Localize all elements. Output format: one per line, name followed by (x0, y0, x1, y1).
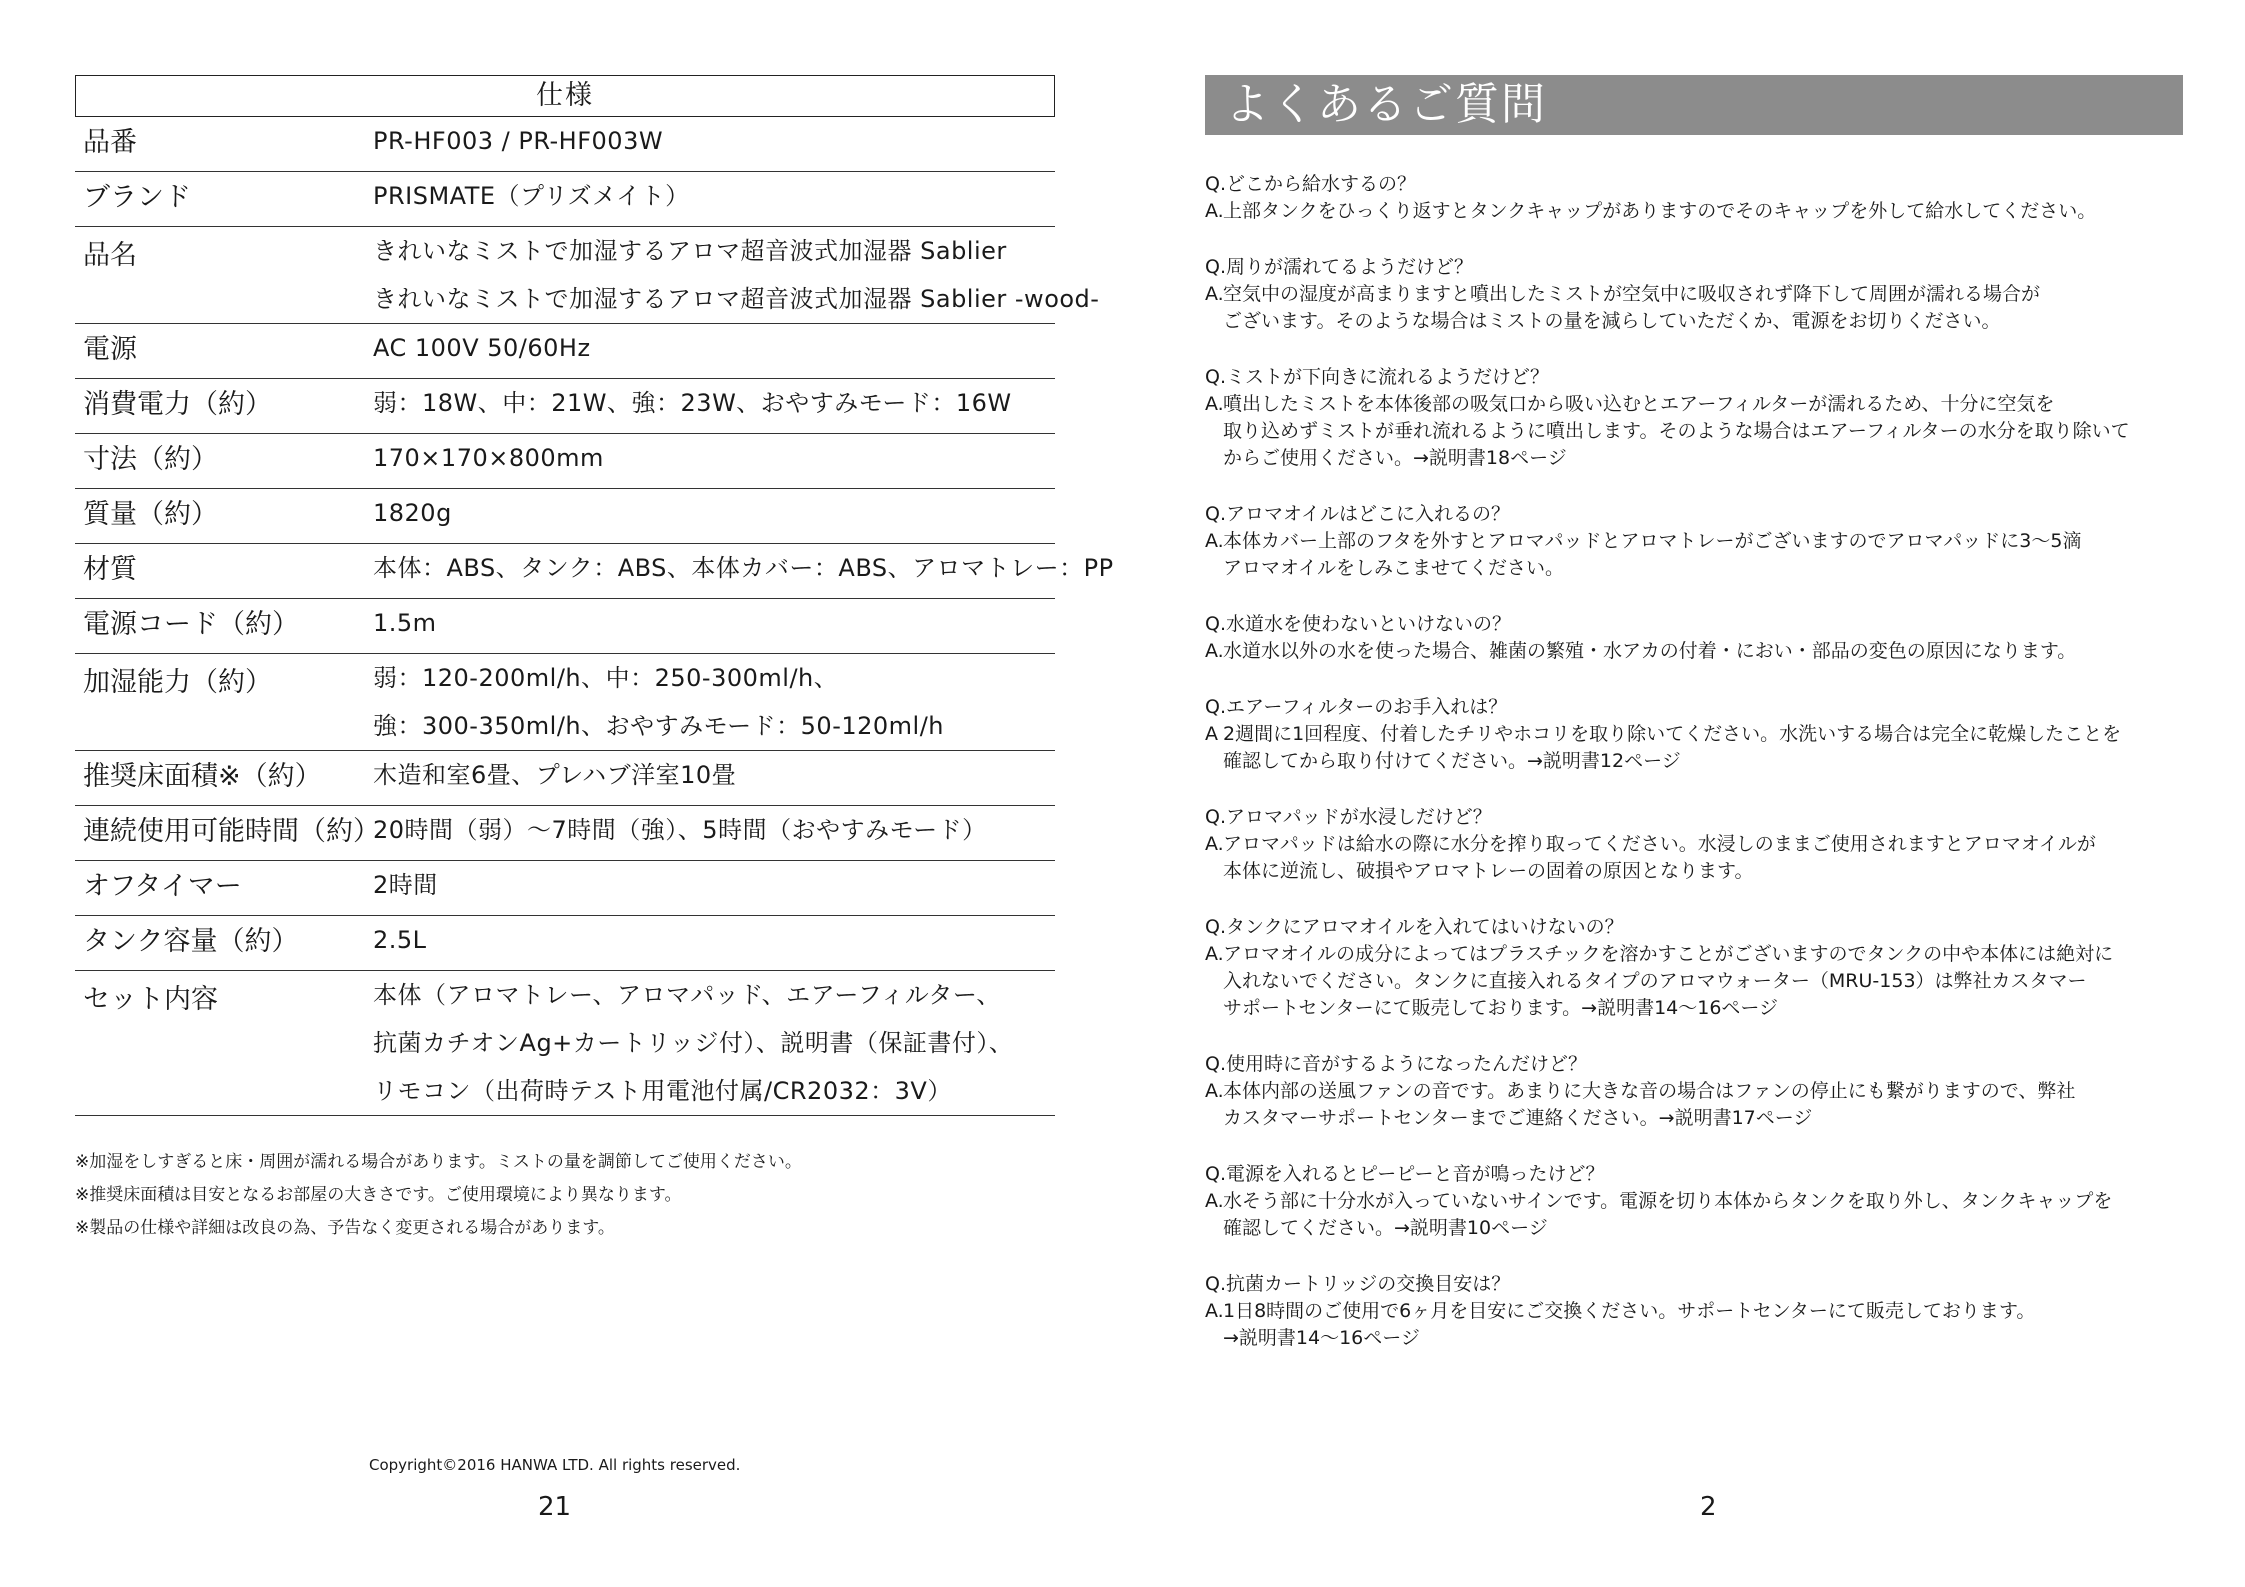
faq-answer-line: 2週間に1回程度、付着したチリやホコリを取り除いてください。水洗いする場合は完全に乾燥したことを (1223, 723, 2122, 745)
faq-answer (1205, 941, 2183, 1022)
faq-question: Q.アロマオイルはどこに入れるの？ (1205, 503, 1511, 525)
spec-values (373, 916, 1055, 970)
faq-answer-body (1223, 528, 2183, 582)
spec-row (75, 751, 1055, 806)
faq-title: よくあるご質問 (1205, 75, 2183, 135)
faq-question: Q.タンクにアロマオイルを入れてはいけないの？ (1205, 916, 1624, 938)
copyright: Copyright©2016 HANWA LTD. All rights reserved. (369, 1456, 741, 1474)
faq-answer (1205, 198, 2183, 225)
spec-label: 推奨床面積※（約） (83, 761, 322, 792)
spec-notes (75, 1146, 1055, 1245)
faq-answer-prefix: A. (1205, 943, 1224, 965)
faq-answer-line: 1日8時間のご使用で6ヶ月を目安にご交換ください。サポートセンターにて販売しております。 (1223, 1300, 2036, 1322)
faq-answer (1205, 1188, 2183, 1242)
faq-answer-line: 確認してから取り付けてください。→説明書12ページ (1223, 750, 1681, 772)
faq-answer (1205, 391, 2183, 472)
spec-row (75, 599, 1055, 654)
faq-answer-body (1223, 1188, 2183, 1242)
faq-question: Q.ミストが下向きに流れるようだけど？ (1205, 366, 1549, 388)
faq-answer-line: カスタマーサポートセンターまでご連絡ください。→説明書17ページ (1223, 1107, 1813, 1129)
faq-answer-prefix: A. (1205, 283, 1224, 305)
faq-question: Q.どこから給水するの？ (1205, 173, 1416, 195)
spec-value: 1820g (373, 499, 452, 527)
spec-note: ※加湿をしすぎると床・周囲が濡れる場合があります。ミストの量を調節してご使用ください。 (75, 1152, 802, 1172)
spec-label: 消費電力（約） (83, 389, 272, 420)
faq-item (1205, 611, 2183, 665)
spec-label: 材質 (83, 554, 137, 585)
spec-value: 1.5m (373, 609, 437, 637)
spec-value: 本体（アロマトレー、アロマパッド、エアーフィルター、 (373, 981, 1001, 1009)
spec-label: 加湿能力（約） (83, 667, 272, 698)
spec-label: 連続使用可能時間（約） (83, 816, 380, 847)
spec-row (75, 489, 1055, 544)
faq-answer-line: 水そう部に十分水が入っていないサインです。電源を切り本体からタンクを取り外し、タンクキャップを (1223, 1190, 2113, 1212)
spec-row (75, 324, 1055, 379)
faq-answer-body (1223, 721, 2183, 775)
faq-answer-body (1223, 941, 2183, 1022)
faq-answer-body (1223, 281, 2183, 335)
faq-page (1205, 75, 2183, 1381)
spec-row (75, 916, 1055, 971)
faq-question: Q.周りが濡れてるようだけど？ (1205, 256, 1473, 278)
spec-value: 強：300-350ml/h、おやすみモード：50-120ml/h (373, 712, 945, 740)
spec-row (75, 654, 1055, 751)
faq-answer-line: 水道水以外の水を使った場合、雑菌の繁殖・水アカの付着・におい・部品の変色の原因になります。 (1223, 640, 2077, 662)
faq-answer (1205, 281, 2183, 335)
faq-item (1205, 1161, 2183, 1242)
faq-answer-line: ございます。そのような場合はミストの量を減らしていただくか、電源をお切りください。 (1223, 310, 2001, 332)
spec-label: 寸法（約） (83, 444, 218, 475)
spec-value: 弱：120-200ml/h、中：250-300ml/h、 (373, 664, 839, 692)
faq-item (1205, 1271, 2183, 1352)
faq-answer-prefix: A. (1205, 1080, 1224, 1102)
spec-row (75, 971, 1055, 1116)
faq-answer-line: アロマパッドは給水の際に水分を搾り取ってください。水浸しのままご使用されますとアロマオイルが (1223, 833, 2096, 855)
spec-label: ブランド (83, 182, 191, 213)
faq-answer (1205, 638, 2183, 665)
faq-answer-prefix: A. (1205, 200, 1224, 222)
faq-answer-line: →説明書14～16ページ (1223, 1327, 1420, 1349)
faq-answer (1205, 528, 2183, 582)
faq-answer-line: アロマオイルをしみこませてください。 (1223, 557, 1565, 579)
faq-answer-line: アロマオイルの成分によってはプラスチックを溶かすことがございますのでタンクの中や本体には絶対に (1223, 943, 2114, 965)
spec-values (373, 544, 1114, 598)
faq-answer-prefix: A. (1205, 1300, 1224, 1322)
faq-answer-line: サポートセンターにて販売しております。→説明書14～16ページ (1223, 997, 1779, 1019)
spec-value: 木造和室6畳、プレハブ洋室10畳 (373, 761, 737, 789)
faq-answer-body (1223, 638, 2183, 665)
spec-value: PRISMATE（プリズメイト） (373, 182, 690, 210)
spec-value: 本体：ABS、タンク：ABS、本体カバー：ABS、アロマトレー：PP (373, 554, 1114, 582)
spec-values (373, 806, 1055, 860)
spec-values (373, 379, 1055, 433)
spec-row (75, 434, 1055, 489)
faq-answer-line: 上部タンクをひっくり返すとタンクキャップがありますのでそのキャップを外して給水してください。 (1223, 200, 2097, 222)
faq-question: Q.電源を入れるとピーピーと音が鳴ったけど？ (1205, 1163, 1605, 1185)
faq-question: Q.使用時に音がするようになったんだけど？ (1205, 1053, 1587, 1075)
spec-values (373, 434, 1055, 488)
faq-item (1205, 694, 2183, 775)
spec-note: ※製品の仕様や詳細は改良の為、予告なく変更される場合があります。 (75, 1218, 615, 1238)
spec-row (75, 227, 1100, 324)
spec-label: 電源コード（約） (83, 609, 299, 640)
faq-list (1205, 171, 2183, 1352)
faq-answer-prefix: A (1205, 723, 1218, 745)
faq-answer-body (1223, 198, 2183, 225)
page-number-right: 2 (1700, 1492, 1717, 1522)
faq-question: Q.水道水を使わないといけないの？ (1205, 613, 1511, 635)
spec-values (373, 172, 1055, 226)
faq-answer-prefix: A. (1205, 640, 1224, 662)
faq-answer-prefix: A. (1205, 1190, 1224, 1212)
spec-row (75, 117, 1055, 172)
spec-value: きれいなミストで加湿するアロマ超音波式加湿器 Sablier -wood- (373, 285, 1100, 313)
spec-note: ※推奨床面積は目安となるお部屋の大きさです。ご使用環境により異なります。 (75, 1185, 682, 1205)
spec-value: PR-HF003 / PR-HF003W (373, 127, 664, 155)
spec-value: 170×170×800mm (373, 444, 604, 472)
spec-values (373, 751, 1055, 805)
faq-answer-body (1223, 1298, 2183, 1352)
spec-values (373, 489, 1055, 543)
faq-item (1205, 501, 2183, 582)
faq-question: Q.エアーフィルターのお手入れは？ (1205, 696, 1508, 718)
spec-row (75, 861, 1055, 916)
faq-answer-prefix: A. (1205, 393, 1224, 415)
spec-label: セット内容 (83, 984, 218, 1015)
spec-label: 電源 (83, 334, 137, 365)
spec-value: 2時間 (373, 871, 438, 899)
faq-item (1205, 1051, 2183, 1132)
spec-table (75, 117, 1114, 1116)
spec-label: タンク容量（約） (83, 926, 299, 957)
faq-item (1205, 171, 2183, 225)
faq-item (1205, 914, 2183, 1022)
spec-value: AC 100V 50/60Hz (373, 334, 591, 362)
spec-value: 弱：18W、中：21W、強：23W、おやすみモード：16W (373, 389, 1012, 417)
spec-row (75, 379, 1055, 434)
faq-answer-line: 空気中の湿度が高まりますと噴出したミストが空気中に吸収されず降下して周囲が濡れる場合が (1223, 283, 2041, 305)
faq-question: Q.アロマパッドが水浸しだけど？ (1205, 806, 1492, 828)
faq-answer (1205, 1078, 2183, 1132)
spec-values (373, 324, 1055, 378)
spec-label: 質量（約） (83, 499, 218, 530)
spec-value: 2.5L (373, 926, 427, 954)
faq-answer-prefix: A. (1205, 530, 1224, 552)
spec-label: オフタイマー (83, 871, 242, 902)
spec-row (75, 806, 1055, 861)
spec-page (75, 75, 1114, 1245)
faq-answer-line: 本体に逆流し、破損やアロマトレーの固着の原因となります。 (1223, 860, 1754, 882)
spec-values (373, 861, 1055, 915)
faq-answer-prefix: A. (1205, 833, 1224, 855)
faq-answer-line: 本体カバー上部のフタを外すとアロマパッドとアロマトレーがございますのでアロマパッドに3～5滴 (1223, 530, 2082, 552)
spec-value: 抗菌カチオンAg+カートリッジ付）、説明書（保証書付）、 (373, 1029, 1014, 1057)
faq-answer-line: からご使用ください。→説明書18ページ (1223, 447, 1567, 469)
faq-item (1205, 364, 2183, 472)
faq-answer-line: 本体内部の送風ファンの音です。あまりに大きな音の場合はファンの停止にも繋がりますので、弊社 (1223, 1080, 2076, 1102)
spec-values (373, 227, 1099, 323)
faq-question: Q.抗菌カートリッジの交換目安は？ (1205, 1273, 1511, 1295)
page-number-left: 21 (538, 1492, 572, 1522)
faq-answer-body (1223, 1078, 2183, 1132)
spec-values (373, 599, 1055, 653)
spec-values (373, 971, 1055, 1115)
faq-answer-line: 確認してください。→説明書10ページ (1223, 1217, 1548, 1239)
spec-values (373, 654, 1055, 750)
spec-value: リモコン（出荷時テスト用電池付属/CR2032：3V） (373, 1077, 952, 1105)
faq-answer-body (1223, 391, 2183, 472)
spec-label: 品番 (83, 127, 137, 158)
spec-title: 仕様 (75, 75, 1055, 117)
faq-answer (1205, 1298, 2183, 1352)
faq-answer-line: 入れないでください。タンクに直接入れるタイプのアロマウォーター（MRU-153）は弊社カスタマー (1223, 970, 2087, 992)
spec-values (373, 117, 1055, 171)
spec-value: 20時間（弱）～7時間（強）、5時間（おやすみモード） (373, 816, 987, 844)
faq-answer (1205, 721, 2183, 775)
faq-item (1205, 254, 2183, 335)
faq-answer (1205, 831, 2183, 885)
spec-value: きれいなミストで加湿するアロマ超音波式加湿器 Sablier (373, 237, 1007, 265)
spec-row (75, 172, 1055, 227)
spec-row (75, 544, 1114, 599)
faq-answer-body (1223, 831, 2183, 885)
spec-label: 品名 (83, 240, 137, 271)
faq-answer-line: 取り込めずミストが垂れ流れるように噴出します。そのような場合はエアーフィルターの水分を取り除いて (1223, 420, 2130, 442)
faq-answer-line: 噴出したミストを本体後部の吸気口から吸い込むとエアーフィルターが濡れるため、十分に空気を (1223, 393, 2055, 415)
faq-item (1205, 804, 2183, 885)
